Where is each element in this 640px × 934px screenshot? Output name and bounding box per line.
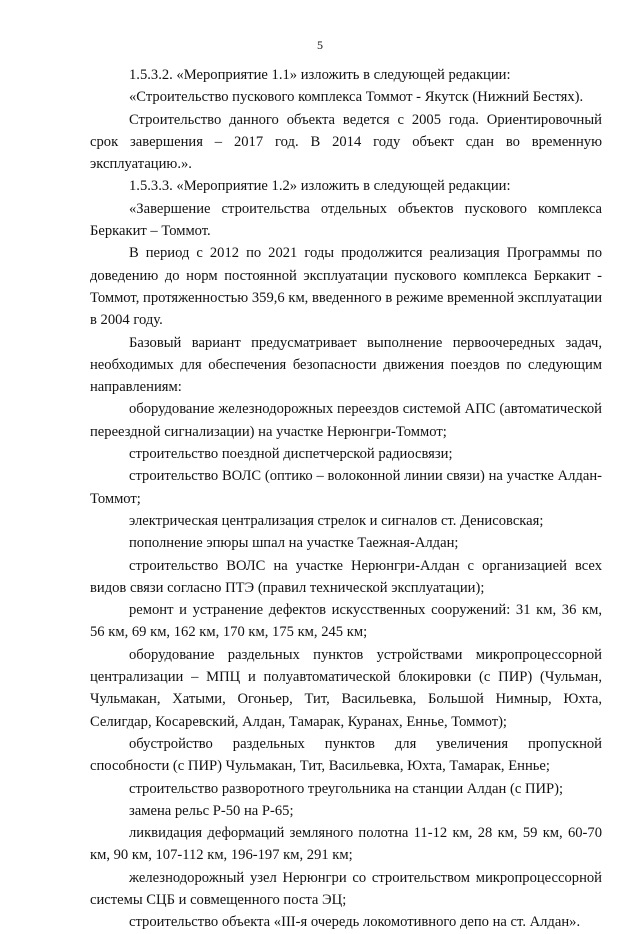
paragraph-berkakit-tommot: «Завершение строительства отдельных объектов пускового комплекса Беркакит – Томмот. — [90, 200, 602, 240]
list-item-turning-triangle: строительство разворотного треугольника на станции Алдан (с ПИР); — [129, 780, 564, 797]
paragraph-program-2012-2021: В период с 2012 по 2021 годы продолжится реализация Программы по доведению до норм постоянной эксплуатации пускового комплекса Беркакит - Томмот, протяженностью 359,6 км, введенного в режиме временной эксплуатации в 2004 году. — [90, 245, 602, 329]
list-item-structures-repair: ремонт и устранение дефектов искусственных сооружений: 31 км, 36 км, 56 км, 69 км, 162 км, 170 км, 175 км, 245 км; — [90, 602, 602, 641]
paragraph-base-variant: Базовый вариант предусматривает выполнение первоочередных задач, необходимых для обеспечения безопасности движения поездов по следующим направлениям: — [90, 334, 602, 396]
list-item-denisovskaya-interlocking: электрическая централизация стрелок и сигналов ст. Денисовская; — [129, 512, 544, 529]
list-item-depot-aldan: строительство объекта «III-я очередь локомотивного депо на ст. Алдан». — [129, 914, 581, 931]
document-body — [90, 64, 602, 934]
paragraph-item-1-5-3-2-heading: 1.5.3.2. «Мероприятие 1.1» изложить в следующей редакции: — [129, 67, 511, 83]
list-item-dispatch-radio: строительство поездной диспетчерской радиосвязи; — [129, 446, 453, 463]
list-item-fiber-aldan-tommot: строительство ВОЛС (оптико – волоконной линии связи) на участке Алдан-Томмот; — [90, 468, 602, 507]
paragraph-tommot-yakutsk: «Строительство пускового комплекса Томмот - Якутск (Нижний Бестях). — [129, 89, 584, 106]
list-item-rail-replacement: замена рельс Р-50 на Р-65; — [129, 802, 294, 819]
list-item-mpc-equipment: оборудование раздельных пунктов устройствами микропроцессорной централизации – МПЦ и полуавтоматической блокировки (с ПИР) (Чульман, Чульмакан, Хатыми, Огоньер, Тит, Васильевка, Большой Нимныр, Юхта, Селигдар, Косаревский, Алдан, Тамарак, Куранах, Еннье, Томмот); — [90, 646, 602, 730]
list-item-subgrade-deformation: ликвидация деформаций земляного полотна 11-12 км, 28 км, 59 км, 60-70 км, 90 км, 107-112 км, 196-197 км, 291 км; — [90, 825, 602, 864]
paragraph-construction-since-2005: Строительство данного объекта ведется с 2005 года. Ориентировочный срок завершения – 2017 год. В 2014 году объект сдан во временную эксплуатацию.». — [90, 111, 602, 173]
list-item-crossings-aps: оборудование железнодорожных переездов системой АПС (автоматической переездной сигнализации) на участке Нерюнгри-Томмот; — [90, 401, 602, 440]
list-item-sleepers: пополнение эпюры шпал на участке Таежная-Алдан; — [129, 535, 459, 552]
list-item-neryungri-junction: железнодорожный узел Нерюнгри со строительством микропроцессорной системы СЦБ и совмещенного поста ЭЦ; — [90, 869, 602, 908]
list-item-fiber-neryungri-aldan: строительство ВОЛС на участке Нерюнгри-Алдан с организацией всех видов связи согласно ПТЭ (правил технической эксплуатации); — [90, 557, 602, 596]
list-item-capacity-points: обустройство раздельных пунктов для увеличения пропускной способности (с ПИР) Чульмакан, Тит, Васильевка, Юхта, Тамарак, Еннье; — [90, 735, 602, 775]
paragraph-item-1-5-3-3-heading: 1.5.3.3. «Мероприятие 1.2» изложить в следующей редакции: — [129, 178, 511, 195]
page-number: 5 — [317, 38, 323, 52]
